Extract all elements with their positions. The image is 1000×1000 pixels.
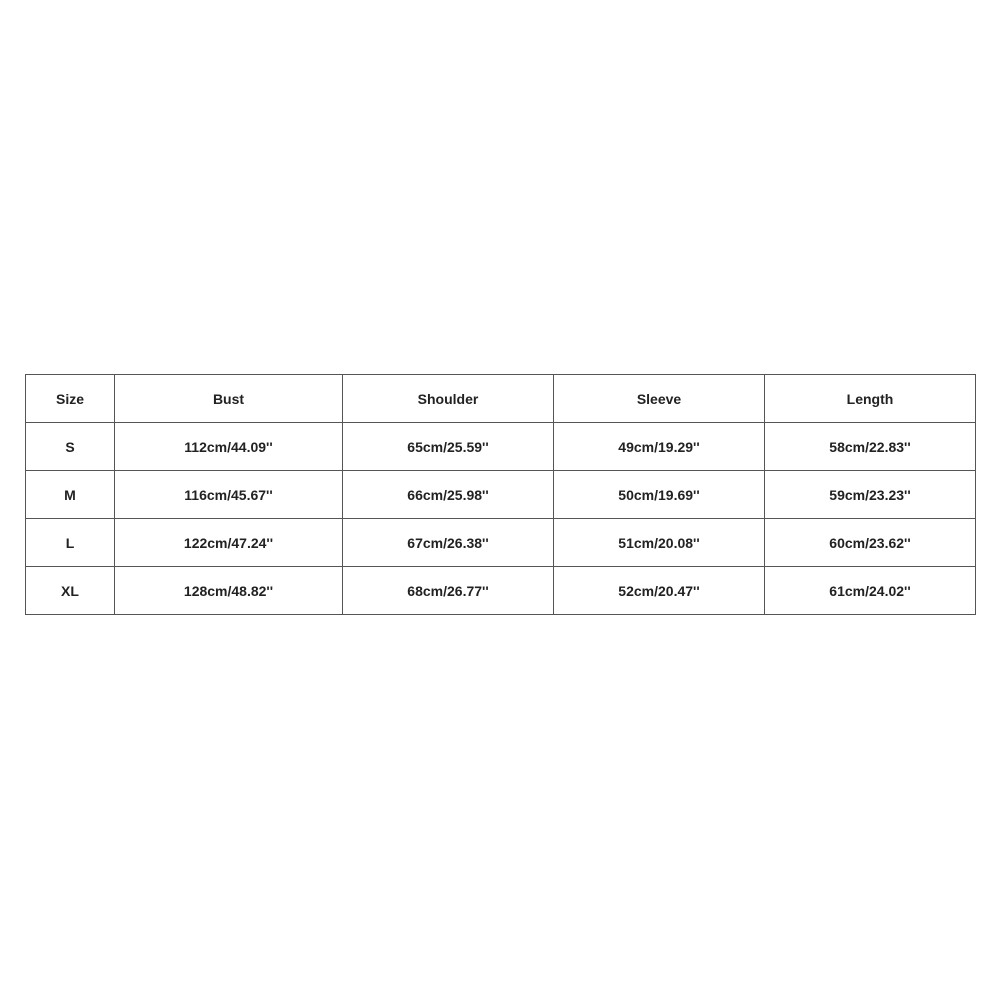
cell-length: 61cm/24.02'': [765, 567, 976, 615]
cell-bust: 116cm/45.67'': [115, 471, 343, 519]
cell-sleeve: 51cm/20.08'': [554, 519, 765, 567]
cell-shoulder: 65cm/25.59'': [343, 423, 554, 471]
header-length: Length: [765, 375, 976, 423]
header-bust: Bust: [115, 375, 343, 423]
cell-shoulder: 68cm/26.77'': [343, 567, 554, 615]
cell-length: 58cm/22.83'': [765, 423, 976, 471]
table-row: [26, 519, 976, 567]
cell-shoulder: 66cm/25.98'': [343, 471, 554, 519]
cell-bust: 112cm/44.09'': [115, 423, 343, 471]
cell-size: M: [26, 471, 115, 519]
header-sleeve: Sleeve: [554, 375, 765, 423]
header-size: Size: [26, 375, 115, 423]
cell-shoulder: 67cm/26.38'': [343, 519, 554, 567]
cell-sleeve: 49cm/19.29'': [554, 423, 765, 471]
table-row: [26, 471, 976, 519]
cell-bust: 122cm/47.24'': [115, 519, 343, 567]
cell-size: S: [26, 423, 115, 471]
table-header-row: [26, 375, 976, 423]
size-chart-table: [25, 374, 976, 615]
cell-size: L: [26, 519, 115, 567]
cell-size: XL: [26, 567, 115, 615]
cell-length: 60cm/23.62'': [765, 519, 976, 567]
cell-bust: 128cm/48.82'': [115, 567, 343, 615]
cell-sleeve: 50cm/19.69'': [554, 471, 765, 519]
table-row: [26, 423, 976, 471]
table-row: [26, 567, 976, 615]
header-shoulder: Shoulder: [343, 375, 554, 423]
cell-length: 59cm/23.23'': [765, 471, 976, 519]
cell-sleeve: 52cm/20.47'': [554, 567, 765, 615]
